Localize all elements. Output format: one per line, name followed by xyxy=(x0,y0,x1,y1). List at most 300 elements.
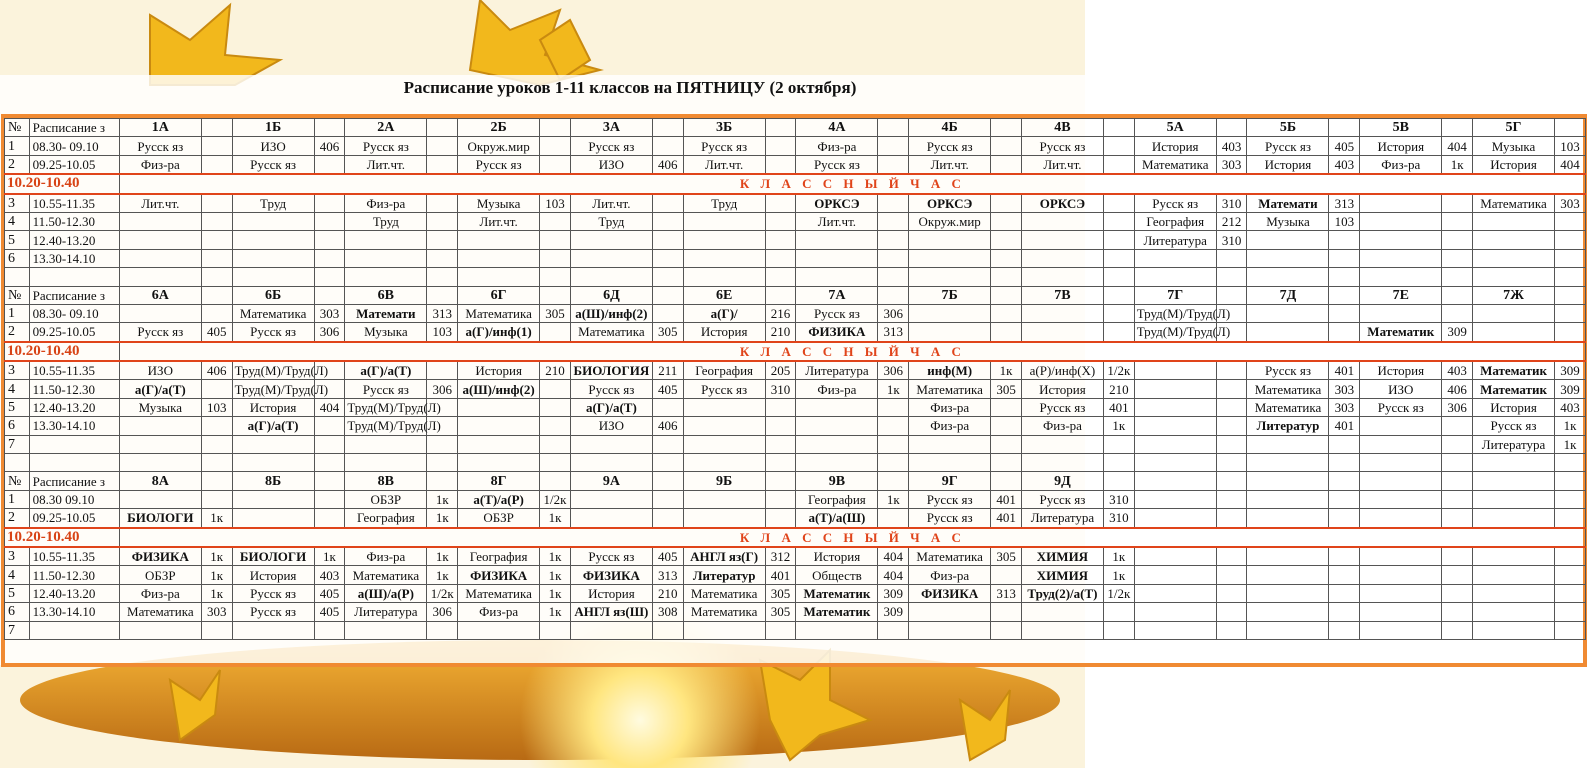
subject-cell xyxy=(458,398,540,416)
subject-cell xyxy=(345,231,427,249)
subject-cell: БИОЛОГИЯ xyxy=(570,361,652,380)
room-cell xyxy=(540,417,571,435)
room-cell: 1к xyxy=(427,509,458,528)
room-cell: 403 xyxy=(1442,361,1473,380)
room-cell: 308 xyxy=(652,603,683,621)
room-cell xyxy=(201,454,232,472)
room-cell xyxy=(201,621,232,639)
room-cell xyxy=(1442,621,1473,639)
subject-cell: ФИЗИКА xyxy=(570,566,652,584)
subject-cell: Обществ xyxy=(796,566,878,584)
subject-cell: а(Р)/инф(Х) xyxy=(1021,361,1103,380)
room-cell xyxy=(652,268,683,286)
subject-cell: а(Ш)/инф(2) xyxy=(570,304,652,322)
subject-cell: а(Г)/а(Т) xyxy=(119,380,201,398)
subject-cell: 7А xyxy=(796,286,878,304)
subject-cell: ОБЗР xyxy=(345,490,427,508)
subject-cell: Русск яз xyxy=(683,380,765,398)
room-cell: 306 xyxy=(1442,398,1473,416)
room-cell xyxy=(540,137,571,155)
subject-cell: ОБЗР xyxy=(458,509,540,528)
subject-cell: Литератур xyxy=(683,566,765,584)
table-row xyxy=(5,380,1586,398)
class-hour-row xyxy=(5,342,1586,361)
room-cell xyxy=(1103,212,1134,230)
subject-cell: Русск яз xyxy=(345,380,427,398)
lesson-number-cell: 5 xyxy=(5,398,30,416)
lesson-number-cell: 3 xyxy=(5,194,30,213)
room-cell: 303 xyxy=(314,304,345,322)
room-cell xyxy=(540,231,571,249)
header-row xyxy=(5,286,1586,304)
header-row xyxy=(5,472,1586,490)
subject-cell xyxy=(1021,249,1103,267)
room-cell xyxy=(1442,435,1473,453)
subject-cell xyxy=(458,249,540,267)
subject-cell: а(Г)/а(Т) xyxy=(570,398,652,416)
subject-cell: Математи xyxy=(1247,194,1329,213)
subject-cell xyxy=(345,268,427,286)
room-cell xyxy=(765,435,796,453)
room-cell xyxy=(652,231,683,249)
room-cell xyxy=(540,472,571,490)
room-cell: 405 xyxy=(1329,137,1360,155)
room-cell: 1к xyxy=(201,509,232,528)
room-cell xyxy=(1329,119,1360,137)
subject-cell: География xyxy=(683,361,765,380)
subject-cell xyxy=(345,249,427,267)
subject-cell: Физ-ра xyxy=(909,566,991,584)
subject-cell xyxy=(683,490,765,508)
room-cell xyxy=(427,454,458,472)
subject-cell xyxy=(458,621,540,639)
room-cell: 405 xyxy=(201,323,232,342)
subject-cell: 4В xyxy=(1021,119,1103,137)
time-cell xyxy=(29,454,119,472)
subject-cell xyxy=(1360,454,1442,472)
subject-cell xyxy=(119,417,201,435)
time-cell: 10.55-11.35 xyxy=(29,194,119,213)
room-cell xyxy=(1442,509,1473,528)
room-cell: 1к xyxy=(427,566,458,584)
room-cell: 310 xyxy=(1216,194,1247,213)
subject-cell xyxy=(1247,490,1329,508)
time-cell: Расписание з xyxy=(29,472,119,490)
table-row xyxy=(5,137,1586,155)
subject-cell xyxy=(1134,249,1216,267)
room-cell xyxy=(765,472,796,490)
room-cell xyxy=(765,286,796,304)
room-cell xyxy=(1442,268,1473,286)
table-row xyxy=(5,194,1586,213)
subject-cell: Литература xyxy=(1473,435,1555,453)
room-cell xyxy=(314,417,345,435)
subject-cell: ФИЗИКА xyxy=(119,547,201,566)
room-cell xyxy=(1216,286,1247,304)
room-cell xyxy=(1555,584,1586,602)
room-cell xyxy=(1329,566,1360,584)
subject-cell: Музыка xyxy=(119,398,201,416)
room-cell: 1к xyxy=(427,547,458,566)
subject-cell: ХИМИЯ xyxy=(1021,547,1103,566)
room-cell xyxy=(1216,566,1247,584)
table-row xyxy=(5,490,1586,508)
room-cell: 313 xyxy=(652,566,683,584)
room-cell xyxy=(540,249,571,267)
time-cell: 08.30 09.10 xyxy=(29,490,119,508)
table-row xyxy=(5,584,1586,602)
time-cell: 11.50-12.30 xyxy=(29,380,119,398)
table-row xyxy=(5,323,1586,342)
subject-cell: Русск яз xyxy=(1360,398,1442,416)
room-cell xyxy=(314,286,345,304)
room-cell xyxy=(314,509,345,528)
room-cell xyxy=(1555,119,1586,137)
subject-cell xyxy=(1021,435,1103,453)
room-cell: 309 xyxy=(878,603,909,621)
subject-cell: Физ-ра xyxy=(796,380,878,398)
room-cell xyxy=(427,621,458,639)
room-cell xyxy=(991,566,1022,584)
room-cell xyxy=(1329,435,1360,453)
subject-cell xyxy=(345,454,427,472)
room-cell xyxy=(1442,194,1473,213)
time-cell xyxy=(29,435,119,453)
subject-cell xyxy=(232,509,314,528)
subject-cell xyxy=(1360,304,1442,322)
subject-cell: ОБЗР xyxy=(119,566,201,584)
subject-cell: Математика xyxy=(683,584,765,602)
room-cell: 210 xyxy=(652,584,683,602)
room-cell xyxy=(1555,268,1586,286)
room-cell xyxy=(201,212,232,230)
break-time: 10.20-10.40 xyxy=(5,342,120,361)
room-cell xyxy=(991,249,1022,267)
room-cell: 303 xyxy=(1216,155,1247,174)
room-cell xyxy=(1103,137,1134,155)
subject-cell: Математика xyxy=(1247,398,1329,416)
subject-cell xyxy=(1134,472,1216,490)
subject-cell xyxy=(1247,249,1329,267)
room-cell: 306 xyxy=(427,603,458,621)
room-cell xyxy=(1216,621,1247,639)
room-cell: 1к xyxy=(540,566,571,584)
subject-cell: ИЗО xyxy=(570,417,652,435)
subject-cell: Лит.чт. xyxy=(119,194,201,213)
room-cell xyxy=(1103,435,1134,453)
room-cell xyxy=(991,603,1022,621)
room-cell xyxy=(991,417,1022,435)
subject-cell: Русск яз xyxy=(1473,417,1555,435)
room-cell xyxy=(878,194,909,213)
room-cell xyxy=(1442,119,1473,137)
room-cell xyxy=(540,398,571,416)
subject-cell xyxy=(570,435,652,453)
subject-cell: Русск яз xyxy=(909,509,991,528)
room-cell xyxy=(1442,454,1473,472)
room-cell xyxy=(1555,490,1586,508)
subject-cell: Русск яз xyxy=(232,603,314,621)
subject-cell: История xyxy=(1473,155,1555,174)
room-cell: 1к xyxy=(314,547,345,566)
subject-cell xyxy=(232,212,314,230)
subject-cell xyxy=(1473,231,1555,249)
room-cell: 210 xyxy=(540,361,571,380)
room-cell xyxy=(765,194,796,213)
time-cell: 08.30- 09.10 xyxy=(29,137,119,155)
class-hour-label: К Л А С С Н Ы Й Ч А С xyxy=(119,528,1585,547)
room-cell xyxy=(314,435,345,453)
room-cell xyxy=(201,472,232,490)
subject-cell xyxy=(1360,249,1442,267)
subject-cell xyxy=(1247,566,1329,584)
subject-cell xyxy=(119,212,201,230)
subject-cell: ФИЗИКА xyxy=(458,566,540,584)
room-cell xyxy=(878,286,909,304)
subject-cell xyxy=(1134,621,1216,639)
room-cell xyxy=(1555,603,1586,621)
subject-cell xyxy=(1247,547,1329,566)
room-cell: 1к xyxy=(1442,155,1473,174)
time-cell: 13.30-14.10 xyxy=(29,603,119,621)
room-cell xyxy=(1329,603,1360,621)
subject-cell xyxy=(1134,509,1216,528)
room-cell: 401 xyxy=(1329,417,1360,435)
subject-cell: Лит.чт. xyxy=(683,155,765,174)
lesson-number-cell: 7 xyxy=(5,435,30,453)
room-cell xyxy=(314,249,345,267)
room-cell: 305 xyxy=(540,304,571,322)
room-cell xyxy=(1216,603,1247,621)
subject-cell xyxy=(1360,603,1442,621)
subject-cell xyxy=(1473,249,1555,267)
room-cell: 313 xyxy=(991,584,1022,602)
room-cell xyxy=(1216,454,1247,472)
subject-cell: 5В xyxy=(1360,119,1442,137)
room-cell xyxy=(427,286,458,304)
subject-cell: БИОЛОГИ xyxy=(119,509,201,528)
subject-cell: ФИЗИКА xyxy=(796,323,878,342)
room-cell xyxy=(427,194,458,213)
room-cell xyxy=(991,304,1022,322)
subject-cell: 6Г xyxy=(458,286,540,304)
time-cell: 12.40-13.20 xyxy=(29,584,119,602)
room-cell xyxy=(1103,119,1134,137)
subject-cell: а(Т)/а(Ш) xyxy=(796,509,878,528)
subject-cell: История xyxy=(1360,137,1442,155)
subject-cell: Русск яз xyxy=(683,137,765,155)
subject-cell: Труд(М)/Труд(Л) xyxy=(232,361,314,380)
subject-cell: 9Б xyxy=(683,472,765,490)
room-cell: 406 xyxy=(314,137,345,155)
room-cell xyxy=(1329,584,1360,602)
room-cell xyxy=(652,286,683,304)
room-cell xyxy=(991,286,1022,304)
room-cell: 303 xyxy=(1329,380,1360,398)
room-cell xyxy=(201,231,232,249)
subject-cell: Физ-ра xyxy=(345,547,427,566)
subject-cell: ОРКСЭ xyxy=(796,194,878,213)
room-cell xyxy=(652,454,683,472)
room-cell xyxy=(765,398,796,416)
subject-cell: 7Д xyxy=(1247,286,1329,304)
room-cell: 205 xyxy=(765,361,796,380)
subject-cell xyxy=(1021,603,1103,621)
room-cell: 405 xyxy=(314,603,345,621)
room-cell xyxy=(1103,323,1134,342)
subject-cell xyxy=(570,454,652,472)
subject-cell: Русск яз xyxy=(232,323,314,342)
subject-cell: Математи xyxy=(345,304,427,322)
subject-cell: ОРКСЭ xyxy=(1021,194,1103,213)
subject-cell xyxy=(909,231,991,249)
subject-cell xyxy=(909,249,991,267)
subject-cell xyxy=(683,621,765,639)
subject-cell xyxy=(909,435,991,453)
room-cell: 212 xyxy=(1216,212,1247,230)
room-cell xyxy=(1216,490,1247,508)
subject-cell xyxy=(796,435,878,453)
room-cell xyxy=(427,361,458,380)
subject-cell: 6В xyxy=(345,286,427,304)
subject-cell xyxy=(796,621,878,639)
subject-cell: География xyxy=(796,490,878,508)
room-cell xyxy=(1442,231,1473,249)
subject-cell xyxy=(1473,566,1555,584)
room-cell xyxy=(1555,231,1586,249)
subject-cell xyxy=(1247,231,1329,249)
room-cell xyxy=(427,231,458,249)
subject-cell: Труд(М)/Труд(Л) xyxy=(345,417,427,435)
room-cell xyxy=(201,249,232,267)
room-cell xyxy=(427,268,458,286)
subject-cell xyxy=(570,231,652,249)
subject-cell: Труд xyxy=(683,194,765,213)
lesson-number-cell: 4 xyxy=(5,380,30,398)
room-cell xyxy=(1329,472,1360,490)
lesson-number-cell: 2 xyxy=(5,509,30,528)
room-cell: 303 xyxy=(201,603,232,621)
subject-cell: а(Т)/а(Р) xyxy=(458,490,540,508)
room-cell: 305 xyxy=(991,547,1022,566)
subject-cell xyxy=(458,454,540,472)
lesson-number-cell: 1 xyxy=(5,490,30,508)
time-cell: 10.55-11.35 xyxy=(29,361,119,380)
room-cell: 1к xyxy=(991,361,1022,380)
subject-cell: а(Г)/инф(1) xyxy=(458,323,540,342)
subject-cell xyxy=(683,509,765,528)
room-cell xyxy=(765,212,796,230)
room-cell xyxy=(1329,286,1360,304)
subject-cell: Физ-ра xyxy=(458,603,540,621)
room-cell xyxy=(427,249,458,267)
subject-cell xyxy=(458,417,540,435)
schedule-table xyxy=(4,118,1586,640)
room-cell xyxy=(1442,472,1473,490)
time-cell: 12.40-13.20 xyxy=(29,231,119,249)
lesson-number-cell: 6 xyxy=(5,603,30,621)
room-cell: 403 xyxy=(1329,155,1360,174)
room-cell: 1к xyxy=(1103,566,1134,584)
room-cell xyxy=(1329,323,1360,342)
room-cell: 401 xyxy=(991,509,1022,528)
subject-cell: Русск яз xyxy=(909,137,991,155)
subject-cell: 5Б xyxy=(1247,119,1329,137)
room-cell xyxy=(1442,547,1473,566)
table-row xyxy=(5,509,1586,528)
subject-cell: Литература xyxy=(796,361,878,380)
subject-cell xyxy=(119,435,201,453)
subject-cell: Русск яз xyxy=(1247,361,1329,380)
subject-cell: 6Д xyxy=(570,286,652,304)
time-cell: 11.50-12.30 xyxy=(29,212,119,230)
room-cell: 404 xyxy=(878,547,909,566)
room-cell xyxy=(1216,380,1247,398)
subject-cell xyxy=(1473,490,1555,508)
subject-cell: ИЗО xyxy=(570,155,652,174)
subject-cell: География xyxy=(1134,212,1216,230)
time-cell: 13.30-14.10 xyxy=(29,417,119,435)
subject-cell xyxy=(1473,509,1555,528)
room-cell xyxy=(878,212,909,230)
room-cell: 401 xyxy=(1329,361,1360,380)
room-cell xyxy=(1329,249,1360,267)
room-cell xyxy=(991,268,1022,286)
room-cell xyxy=(201,155,232,174)
subject-cell xyxy=(232,231,314,249)
room-cell: 211 xyxy=(652,361,683,380)
room-cell xyxy=(1103,268,1134,286)
subject-cell: Литература xyxy=(345,603,427,621)
room-cell: 305 xyxy=(652,323,683,342)
room-cell xyxy=(1103,286,1134,304)
subject-cell: 7Е xyxy=(1360,286,1442,304)
time-cell: 11.50-12.30 xyxy=(29,566,119,584)
subject-cell xyxy=(232,268,314,286)
subject-cell xyxy=(345,621,427,639)
subject-cell xyxy=(570,490,652,508)
subject-cell: Математика xyxy=(1134,155,1216,174)
break-time: 10.20-10.40 xyxy=(5,174,120,193)
subject-cell: Русск яз xyxy=(345,137,427,155)
subject-cell xyxy=(1473,304,1555,322)
subject-cell: 8В xyxy=(345,472,427,490)
room-cell xyxy=(652,472,683,490)
subject-cell xyxy=(1021,212,1103,230)
room-cell xyxy=(652,137,683,155)
room-cell xyxy=(1555,472,1586,490)
subject-cell xyxy=(683,249,765,267)
room-cell: 1/2к xyxy=(540,490,571,508)
subject-cell: 2Б xyxy=(458,119,540,137)
subject-cell: История xyxy=(232,398,314,416)
subject-cell: История xyxy=(1360,361,1442,380)
lesson-number-cell: 5 xyxy=(5,231,30,249)
room-cell xyxy=(1329,490,1360,508)
subject-cell xyxy=(1360,435,1442,453)
subject-cell xyxy=(232,490,314,508)
table-row xyxy=(5,231,1586,249)
room-cell xyxy=(427,137,458,155)
table-row xyxy=(5,566,1586,584)
room-cell xyxy=(540,268,571,286)
break-time: 10.20-10.40 xyxy=(5,528,120,547)
room-cell xyxy=(1329,268,1360,286)
subject-cell: АНГЛ яз(Ш) xyxy=(570,603,652,621)
room-cell: 1к xyxy=(540,509,571,528)
subject-cell xyxy=(1473,547,1555,566)
subject-cell xyxy=(1360,231,1442,249)
